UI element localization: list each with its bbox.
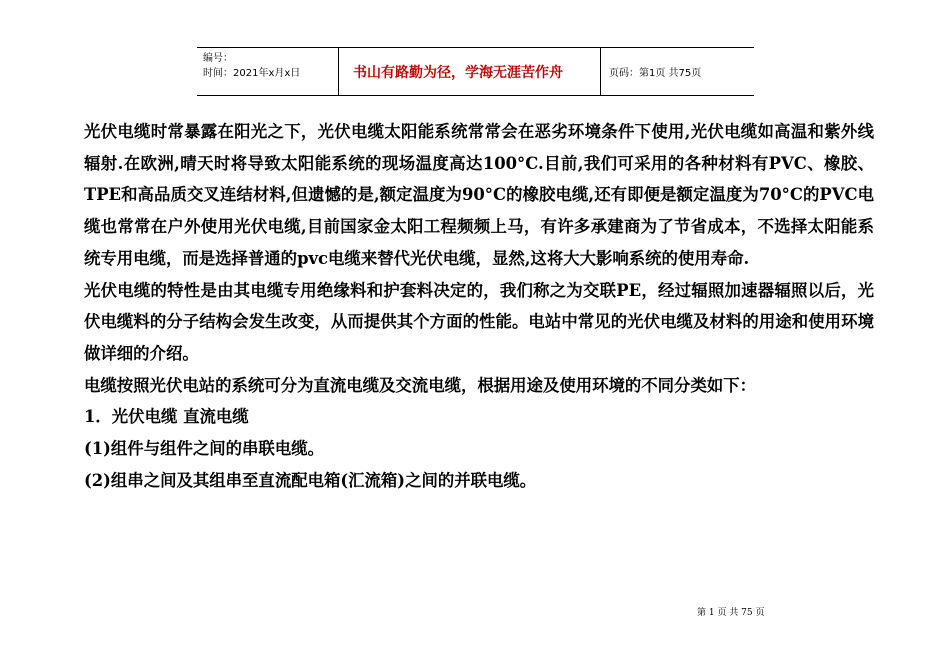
header-page-cell <box>601 48 754 95</box>
paragraph: 光伏电缆时常暴露在阳光之下，光伏电缆太阳能系统常常会在恶劣环境条件下使用,光伏电缆如高温和紫外线辐射.在欧洲,晴天时将导致太阳能系统的现场温度高达100°C.目前,我们可采用的各种材料有PVC、橡胶、TPE和高品质交叉连结材料,但遗憾的是,额定温度为90°C的橡胶电缆,还有即便是额定温度为70°C的PVC电缆也常常在户外使用光伏电缆,目前国家金太阳工程频频上马，有许多承建商为了节省成本，不选择太阳能系统专用电缆，而是选择普通的pvc电缆来替代光伏电缆，显然,这将大大影响系统的使用寿命. <box>84 122 874 268</box>
paragraph: 光伏电缆的特性是由其电缆专用绝缘料和护套料决定的，我们称之为交联PE，经过辐照加速器辐照以后，光伏电缆料的分子结构会发生改变，从而提供其个方面的性能。电站中常见的光伏电缆及材料的用途和使用环境做详细的介绍。 <box>84 280 874 363</box>
list-item: (1)组件与组件之间的串联电缆。 <box>84 439 324 459</box>
header-motto-cell <box>339 48 601 95</box>
serial-label: 编号： <box>203 53 233 64</box>
header-page-info: 页码：第1页 共75页 <box>609 68 702 79</box>
date-label: 时间：2021年x月x日 <box>203 68 301 79</box>
list-item: (2)组串之间及其组串至直流配电箱(汇流箱)之间的并联电缆。 <box>84 470 537 490</box>
document-body <box>84 116 874 496</box>
paragraph: 电缆按照光伏电站的系统可分为直流电缆及交流电缆，根据用途及使用环境的不同分类如下： <box>84 375 757 395</box>
header-left-cell <box>197 48 339 95</box>
header-motto: 书山有路勤为径，学海无涯苦作舟 <box>353 64 563 81</box>
page-header <box>197 47 754 96</box>
section-heading: 1．光伏电缆 直流电缆 <box>84 407 249 427</box>
page-footer: 第 1 页 共 75 页 <box>697 608 765 618</box>
